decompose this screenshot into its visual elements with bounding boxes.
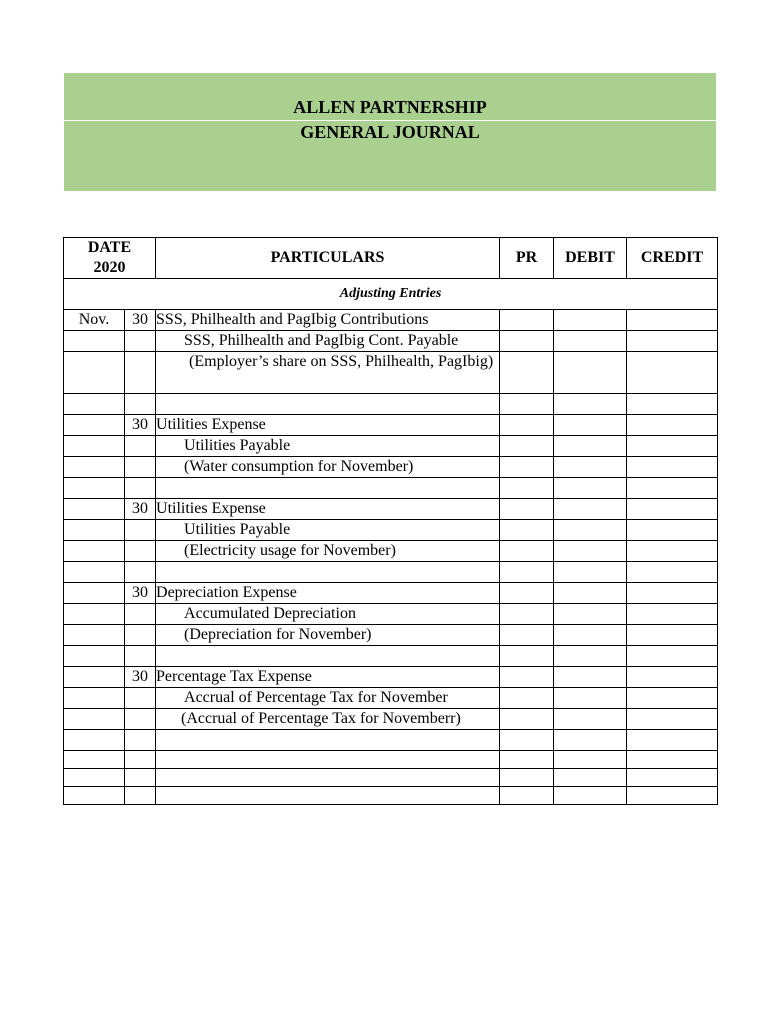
table-row xyxy=(64,667,718,688)
table-row xyxy=(64,625,718,646)
company-name: ALLEN PARTNERSHIP xyxy=(293,97,487,117)
table-row xyxy=(64,415,718,436)
table-row xyxy=(64,478,718,499)
section-row xyxy=(64,279,718,310)
table-row xyxy=(64,730,718,751)
general-journal-table xyxy=(63,237,718,805)
table-row xyxy=(64,562,718,583)
column-header-date xyxy=(64,238,156,279)
column-header-pr: PR xyxy=(500,238,554,279)
table-row xyxy=(64,520,718,541)
section-label: Adjusting Entries xyxy=(64,279,718,310)
entry-day: 30 xyxy=(125,667,156,688)
entry-explanation: (Electricity usage for November) xyxy=(156,541,500,562)
table-row xyxy=(64,541,718,562)
entry-explanation: (Accrual of Percentage Tax for Novemberr) xyxy=(156,709,500,730)
header-divider xyxy=(64,120,716,121)
date-label: DATE xyxy=(87,239,132,256)
table-row xyxy=(64,352,718,394)
table-row xyxy=(64,688,718,709)
table-row xyxy=(64,583,718,604)
table-row xyxy=(64,751,718,769)
table-row xyxy=(64,646,718,667)
entry-day: 30 xyxy=(125,310,156,331)
debit-account: Utilities Expense xyxy=(156,499,500,520)
credit-account: SSS, Philhealth and PagIbig Cont. Payable xyxy=(156,331,500,352)
column-header-row xyxy=(64,238,718,279)
debit-cell xyxy=(554,310,627,331)
entry-month: Nov. xyxy=(64,310,125,331)
credit-account: Accumulated Depreciation xyxy=(156,604,500,625)
document-title: GENERAL JOURNAL xyxy=(300,122,480,142)
credit-account: Accrual of Percentage Tax for November xyxy=(156,688,500,709)
column-header-debit: DEBIT xyxy=(554,238,627,279)
table-row xyxy=(64,436,718,457)
table-row xyxy=(64,331,718,352)
entry-day: 30 xyxy=(125,583,156,604)
date-year: 2020 xyxy=(93,259,126,276)
column-header-particulars: PARTICULARS xyxy=(156,238,500,279)
table-row xyxy=(64,499,718,520)
debit-account: SSS, Philhealth and PagIbig Contributions xyxy=(156,310,500,331)
debit-account: Percentage Tax Expense xyxy=(156,667,500,688)
entry-explanation: (Depreciation for November) xyxy=(156,625,500,646)
debit-account: Depreciation Expense xyxy=(156,583,500,604)
column-header-credit: CREDIT xyxy=(627,238,718,279)
entry-day: 30 xyxy=(125,415,156,436)
credit-cell xyxy=(627,310,718,331)
table-row xyxy=(64,787,718,805)
credit-account: Utilities Payable xyxy=(156,520,500,541)
credit-account: Utilities Payable xyxy=(156,436,500,457)
entry-explanation: (Water consumption for November) xyxy=(156,457,500,478)
entry-explanation: (Employer’s share on SSS, Philhealth, PagIbig) xyxy=(156,352,500,394)
entry-day: 30 xyxy=(125,499,156,520)
table-row xyxy=(64,310,718,331)
table-row xyxy=(64,457,718,478)
table-row xyxy=(64,604,718,625)
table-row xyxy=(64,769,718,787)
debit-account: Utilities Expense xyxy=(156,415,500,436)
table-row xyxy=(64,709,718,730)
table-row xyxy=(64,394,718,415)
pr-cell xyxy=(500,310,554,331)
